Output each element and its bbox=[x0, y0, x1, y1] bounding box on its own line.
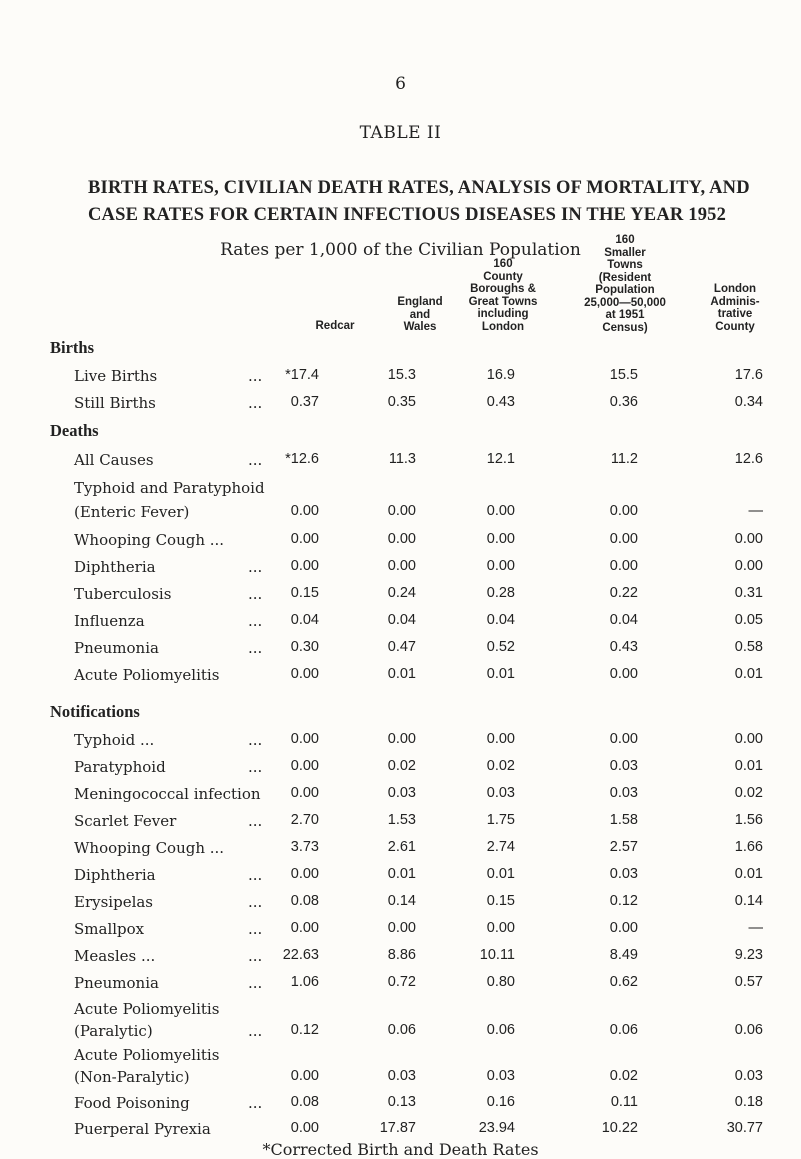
cell-redcar: 0.12 bbox=[290, 1022, 319, 1038]
table-row bbox=[0, 639, 801, 661]
cell-smaller-towns: 0.12 bbox=[609, 893, 638, 909]
table-row bbox=[0, 866, 801, 888]
cell-england-wales: 0.01 bbox=[387, 866, 416, 882]
cell-county-boroughs: 0.06 bbox=[486, 1022, 515, 1038]
row-label: (Paralytic) bbox=[74, 1022, 153, 1040]
cell-redcar: 0.00 bbox=[290, 866, 319, 882]
table-row bbox=[0, 1022, 801, 1044]
leader-dots: ... bbox=[248, 1094, 263, 1112]
row-label: Whooping Cough ... bbox=[74, 531, 225, 549]
cell-england-wales: 0.03 bbox=[387, 785, 416, 801]
table-row bbox=[0, 503, 801, 525]
row-label: Live Births bbox=[74, 367, 158, 385]
cell-redcar: *12.6 bbox=[285, 451, 319, 467]
row-label: Influenza bbox=[74, 612, 145, 630]
cell-redcar: 0.00 bbox=[290, 1068, 319, 1084]
cell-england-wales: 0.01 bbox=[387, 666, 416, 682]
column-header-county-boroughs: 160 County Boroughs & Great Towns including London bbox=[468, 258, 538, 333]
cell-county-boroughs: 0.02 bbox=[486, 758, 515, 774]
cell-smaller-towns: 0.00 bbox=[609, 531, 638, 547]
cell-london: 0.18 bbox=[734, 1094, 763, 1110]
table-title: BIRTH RATES, CIVILIAN DEATH RATES, ANALYSIS OF MORTALITY, AND CASE RATES FOR CERTAIN INFECTIOUS DISEASES IN THE YEAR 1952 bbox=[88, 178, 750, 225]
cell-london: 0.34 bbox=[734, 394, 763, 410]
cell-london: — bbox=[748, 920, 763, 936]
leader-dots: ... bbox=[248, 612, 263, 630]
leader-dots: ... bbox=[248, 866, 263, 884]
cell-smaller-towns: 11.2 bbox=[610, 451, 638, 467]
row-label: Measles ... bbox=[74, 947, 156, 965]
cell-smaller-towns: 0.04 bbox=[609, 612, 638, 628]
table-row bbox=[0, 758, 801, 780]
cell-england-wales: 11.3 bbox=[388, 451, 416, 467]
table-row bbox=[0, 612, 801, 634]
leader-dots: ... bbox=[248, 451, 263, 469]
cell-london: 0.01 bbox=[734, 866, 763, 882]
row-label: Puerperal Pyrexia bbox=[74, 1120, 211, 1138]
cell-london: 0.00 bbox=[734, 731, 763, 747]
cell-redcar: 3.73 bbox=[290, 839, 319, 855]
cell-london: 0.03 bbox=[734, 1068, 763, 1084]
row-label-line: Acute Poliomyelitis bbox=[74, 1046, 220, 1064]
cell-county-boroughs: 0.28 bbox=[486, 585, 515, 601]
table-row bbox=[0, 367, 801, 389]
cell-smaller-towns: 0.00 bbox=[609, 731, 638, 747]
leader-dots: ... bbox=[248, 394, 263, 412]
cell-smaller-towns: 0.03 bbox=[609, 758, 638, 774]
cell-smaller-towns: 2.57 bbox=[609, 839, 638, 855]
row-label: (Enteric Fever) bbox=[74, 503, 190, 521]
table-row bbox=[0, 893, 801, 915]
cell-county-boroughs: 12.1 bbox=[486, 451, 515, 467]
cell-london: 0.02 bbox=[734, 785, 763, 801]
cell-county-boroughs: 0.04 bbox=[486, 612, 515, 628]
row-label: Scarlet Fever bbox=[74, 812, 177, 830]
cell-redcar: 22.63 bbox=[282, 947, 319, 963]
cell-smaller-towns: 0.22 bbox=[609, 585, 638, 601]
table-row bbox=[0, 947, 801, 969]
leader-dots: ... bbox=[248, 585, 263, 603]
cell-redcar: 0.00 bbox=[290, 785, 319, 801]
cell-county-boroughs: 23.94 bbox=[478, 1120, 515, 1136]
cell-london: 0.57 bbox=[734, 974, 763, 990]
cell-england-wales: 0.24 bbox=[387, 585, 416, 601]
table-row bbox=[0, 394, 801, 416]
cell-england-wales: 0.00 bbox=[387, 920, 416, 936]
cell-redcar: 0.00 bbox=[290, 1120, 319, 1136]
cell-smaller-towns: 8.49 bbox=[609, 947, 638, 963]
cell-county-boroughs: 0.00 bbox=[486, 920, 515, 936]
row-label: Diphtheria bbox=[74, 558, 156, 576]
cell-london: 0.06 bbox=[734, 1022, 763, 1038]
cell-london: 17.6 bbox=[734, 367, 763, 383]
cell-london: 1.56 bbox=[734, 812, 763, 828]
table-row bbox=[0, 1120, 801, 1142]
cell-england-wales: 0.47 bbox=[387, 639, 416, 655]
cell-smaller-towns: 0.11 bbox=[610, 1094, 638, 1110]
cell-county-boroughs: 0.00 bbox=[486, 558, 515, 574]
cell-county-boroughs: 0.01 bbox=[486, 866, 515, 882]
cell-redcar: 0.00 bbox=[290, 558, 319, 574]
row-label: Erysipelas bbox=[74, 893, 154, 911]
table-row bbox=[0, 839, 801, 861]
section-heading-deaths: Deaths bbox=[50, 421, 99, 440]
table-label: TABLE II bbox=[359, 123, 442, 143]
cell-redcar: 0.37 bbox=[290, 394, 319, 410]
column-header-smaller-towns: 160 Smaller Towns (Resident Population 25,000—50,000 at 1951 Census) bbox=[584, 234, 666, 334]
table-row bbox=[0, 812, 801, 834]
leader-dots: ... bbox=[248, 893, 263, 911]
cell-county-boroughs: 0.52 bbox=[486, 639, 515, 655]
cell-england-wales: 0.14 bbox=[387, 893, 416, 909]
cell-smaller-towns: 0.06 bbox=[609, 1022, 638, 1038]
cell-smaller-towns: 0.62 bbox=[609, 974, 638, 990]
cell-county-boroughs: 0.03 bbox=[486, 785, 515, 801]
row-label: Tuberculosis bbox=[74, 585, 172, 603]
section-heading-births: Births bbox=[50, 338, 95, 357]
cell-redcar: 0.00 bbox=[290, 731, 319, 747]
cell-london: 0.58 bbox=[734, 639, 763, 655]
cell-county-boroughs: 0.01 bbox=[486, 666, 515, 682]
row-label: Food Poisoning bbox=[74, 1094, 190, 1112]
column-header-london: London Adminis- trative County bbox=[710, 283, 760, 333]
cell-county-boroughs: 0.00 bbox=[486, 503, 515, 519]
table-row bbox=[0, 451, 801, 473]
row-label: Typhoid ... bbox=[74, 731, 155, 749]
cell-london: 0.01 bbox=[734, 758, 763, 774]
cell-redcar: 0.08 bbox=[290, 1094, 319, 1110]
table-row bbox=[0, 531, 801, 553]
table-row bbox=[0, 1068, 801, 1090]
cell-redcar: 0.15 bbox=[290, 585, 319, 601]
cell-england-wales: 15.3 bbox=[387, 367, 416, 383]
cell-london: 0.14 bbox=[734, 893, 763, 909]
row-label-line: Acute Poliomyelitis bbox=[74, 1000, 220, 1018]
cell-county-boroughs: 0.16 bbox=[486, 1094, 515, 1110]
row-label: Whooping Cough ... bbox=[74, 839, 225, 857]
cell-redcar: 0.00 bbox=[290, 531, 319, 547]
cell-smaller-towns: 0.00 bbox=[609, 558, 638, 574]
leader-dots: ... bbox=[248, 812, 263, 830]
leader-dots: ... bbox=[248, 1022, 263, 1040]
cell-redcar: 0.30 bbox=[290, 639, 319, 655]
cell-redcar: 2.70 bbox=[290, 812, 319, 828]
cell-london: 12.6 bbox=[734, 451, 763, 467]
cell-county-boroughs: 2.74 bbox=[486, 839, 515, 855]
cell-london: 1.66 bbox=[734, 839, 763, 855]
table-row bbox=[0, 920, 801, 942]
cell-london: 9.23 bbox=[734, 947, 763, 963]
cell-county-boroughs: 0.15 bbox=[486, 893, 515, 909]
cell-smaller-towns: 1.58 bbox=[609, 812, 638, 828]
cell-england-wales: 0.00 bbox=[387, 503, 416, 519]
cell-smaller-towns: 0.03 bbox=[609, 866, 638, 882]
table-subtitle: Rates per 1,000 of the Civilian Population bbox=[220, 240, 581, 260]
footnote: *Corrected Birth and Death Rates bbox=[262, 1140, 539, 1159]
leader-dots: ... bbox=[248, 367, 263, 385]
cell-smaller-towns: 10.22 bbox=[601, 1120, 638, 1136]
cell-redcar: 1.06 bbox=[290, 974, 319, 990]
table-row bbox=[0, 731, 801, 753]
row-label: Pneumonia bbox=[74, 974, 159, 992]
cell-smaller-towns: 0.43 bbox=[609, 639, 638, 655]
cell-county-boroughs: 16.9 bbox=[486, 367, 515, 383]
cell-england-wales: 0.13 bbox=[387, 1094, 416, 1110]
row-label: Diphtheria bbox=[74, 866, 156, 884]
leader-dots: ... bbox=[248, 974, 263, 992]
cell-england-wales: 0.35 bbox=[387, 394, 416, 410]
cell-smaller-towns: 0.00 bbox=[609, 666, 638, 682]
row-label-line: Typhoid and Paratyphoid bbox=[74, 479, 265, 497]
cell-smaller-towns: 0.00 bbox=[609, 503, 638, 519]
cell-redcar: 0.04 bbox=[290, 612, 319, 628]
cell-county-boroughs: 0.43 bbox=[486, 394, 515, 410]
cell-england-wales: 1.53 bbox=[387, 812, 416, 828]
cell-london: — bbox=[748, 503, 763, 519]
cell-county-boroughs: 0.80 bbox=[486, 974, 515, 990]
cell-london: 0.31 bbox=[734, 585, 763, 601]
leader-dots: ... bbox=[248, 558, 263, 576]
cell-london: 0.01 bbox=[734, 666, 763, 682]
cell-redcar: 0.00 bbox=[290, 758, 319, 774]
cell-england-wales: 0.04 bbox=[387, 612, 416, 628]
cell-england-wales: 2.61 bbox=[387, 839, 416, 855]
table-row bbox=[0, 974, 801, 996]
cell-county-boroughs: 0.00 bbox=[486, 731, 515, 747]
section-heading-notifications: Notifications bbox=[50, 702, 140, 721]
leader-dots: ... bbox=[248, 947, 263, 965]
cell-england-wales: 0.72 bbox=[387, 974, 416, 990]
cell-redcar: 0.08 bbox=[290, 893, 319, 909]
leader-dots: ... bbox=[248, 731, 263, 749]
cell-redcar: 0.00 bbox=[290, 920, 319, 936]
table-row bbox=[0, 1094, 801, 1116]
table-row bbox=[0, 666, 801, 688]
row-label: All Causes bbox=[74, 451, 154, 469]
cell-smaller-towns: 0.36 bbox=[609, 394, 638, 410]
cell-england-wales: 17.87 bbox=[379, 1120, 416, 1136]
leader-dots: ... bbox=[248, 758, 263, 776]
table-row bbox=[0, 558, 801, 580]
leader-dots: ... bbox=[248, 639, 263, 657]
cell-england-wales: 0.06 bbox=[387, 1022, 416, 1038]
row-label: Still Births bbox=[74, 394, 156, 412]
leader-dots: ... bbox=[248, 920, 263, 938]
cell-smaller-towns: 0.00 bbox=[609, 920, 638, 936]
cell-london: 0.05 bbox=[734, 612, 763, 628]
cell-redcar: *17.4 bbox=[285, 367, 319, 383]
row-label: Smallpox bbox=[74, 920, 145, 938]
cell-england-wales: 0.00 bbox=[387, 731, 416, 747]
row-label: (Non-Paralytic) bbox=[74, 1068, 190, 1086]
cell-smaller-towns: 0.02 bbox=[609, 1068, 638, 1084]
table-row bbox=[0, 785, 801, 807]
row-label: Meningococcal infection bbox=[74, 785, 261, 803]
row-label: Paratyphoid bbox=[74, 758, 166, 776]
cell-county-boroughs: 0.03 bbox=[486, 1068, 515, 1084]
cell-england-wales: 8.86 bbox=[387, 947, 416, 963]
cell-smaller-towns: 15.5 bbox=[609, 367, 638, 383]
cell-england-wales: 0.00 bbox=[387, 558, 416, 574]
cell-london: 0.00 bbox=[734, 531, 763, 547]
row-label: Acute Poliomyelitis bbox=[74, 666, 220, 684]
cell-london: 30.77 bbox=[726, 1120, 763, 1136]
cell-england-wales: 0.02 bbox=[387, 758, 416, 774]
column-header-england-wales: England and Wales bbox=[397, 296, 443, 333]
cell-county-boroughs: 10.11 bbox=[479, 947, 515, 963]
cell-county-boroughs: 0.00 bbox=[486, 531, 515, 547]
cell-smaller-towns: 0.03 bbox=[609, 785, 638, 801]
cell-london: 0.00 bbox=[734, 558, 763, 574]
column-header-redcar: Redcar bbox=[315, 320, 355, 332]
row-label: Pneumonia bbox=[74, 639, 159, 657]
cell-redcar: 0.00 bbox=[290, 503, 319, 519]
cell-england-wales: 0.03 bbox=[387, 1068, 416, 1084]
cell-county-boroughs: 1.75 bbox=[486, 812, 515, 828]
cell-england-wales: 0.00 bbox=[387, 531, 416, 547]
cell-redcar: 0.00 bbox=[290, 666, 319, 682]
page-number: 6 bbox=[395, 74, 406, 94]
table-row bbox=[0, 585, 801, 607]
